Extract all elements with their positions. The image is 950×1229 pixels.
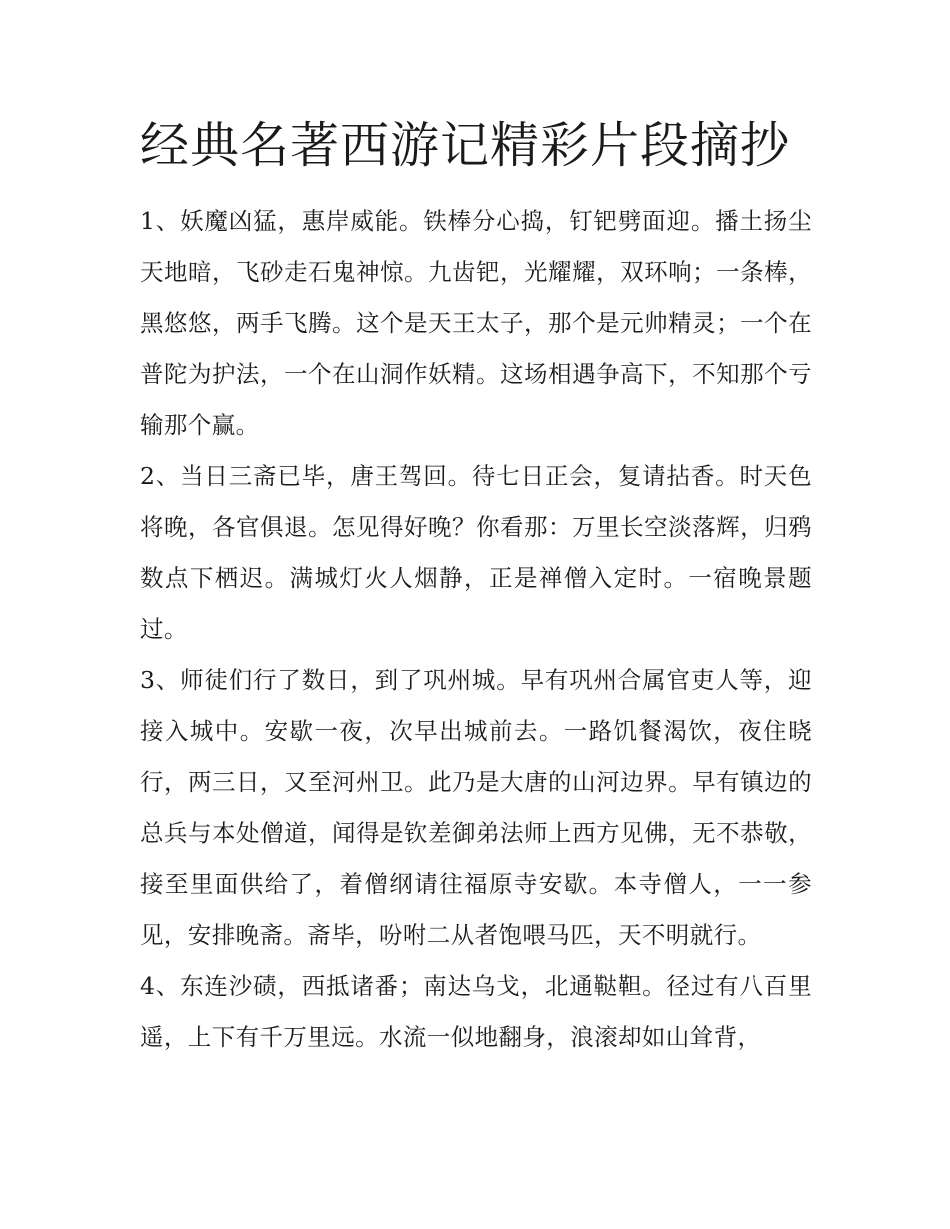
document-body [140,196,812,1063]
paragraph-4: 4、东连沙碛，西抵诸番；南达乌戈，北通鞑靼。径过有八百里遥，上下有千万里远。水流一似地翻身，浪滚却如山耸背， [140,972,812,1051]
paragraph-3: 3、师徒们行了数日，到了巩州城。早有巩州合属官吏人等，迎接入城中。安歇一夜，次早出城前去。一路饥餐渴饮，夜住晓行，两三日，又至河州卫。此乃是大唐的山河边界。早有镇边的总兵与本处僧道，闻得是钦差御弟法师上西方见佛，无不恭敬，接至里面供给了，着僧纲请往福原寺安歇。本寺僧人，一一参见，安排晚斋。斋毕，吩咐二从者饱喂马匹，天不明就行。 [140,666,812,949]
paragraph-2: 2、当日三斋已毕，唐王驾回。待七日正会，复请拈香。时天色将晚，各官俱退。怎见得好晚？你看那：万里长空淡落辉，归鸦数点下栖迟。满城灯火人烟静，正是禅僧入定时。一宿晚景题过。 [140,462,812,643]
document-title: 经典名著西游记精彩片段摘抄 [140,117,791,174]
paragraph-1: 1、妖魔凶猛，惠岸威能。铁棒分心捣，钉钯劈面迎。播土扬尘天地暗，飞砂走石鬼神惊。九齿钯，光耀耀，双环响；一条棒，黑悠悠，两手飞腾。这个是天王太子，那个是元帅精灵；一个在普陀为护法，一个在山洞作妖精。这场相遇争高下，不知那个亏输那个赢。 [140,207,812,439]
